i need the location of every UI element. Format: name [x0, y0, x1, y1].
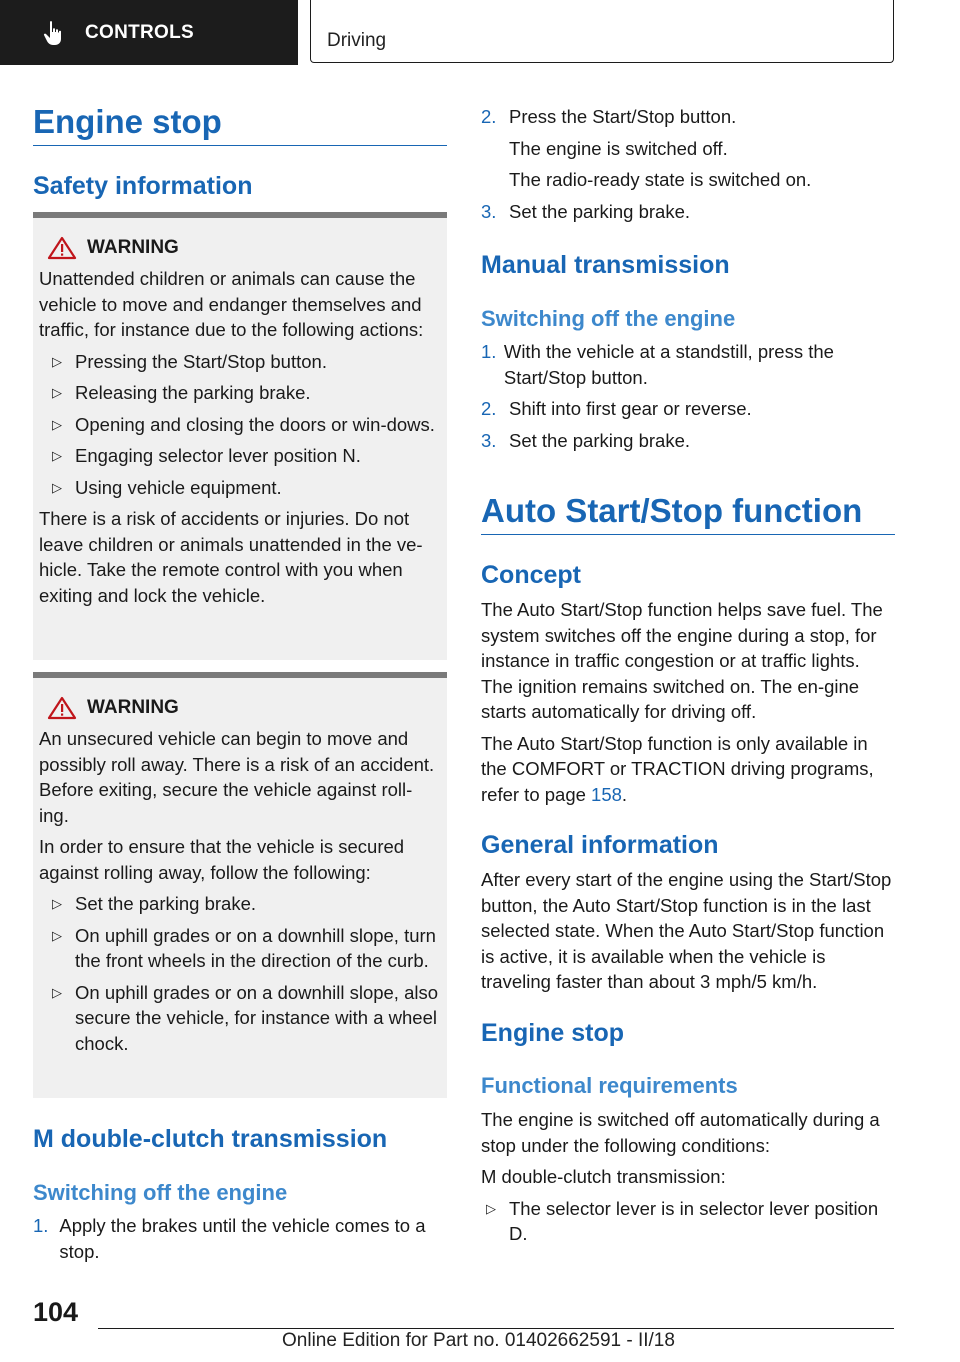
warning-label-2: WARNING [87, 697, 179, 718]
manual-subheading: Switching off the engine [481, 306, 736, 331]
section-tab [0, 0, 298, 65]
footer-edition: Online Edition for Part no. 01402662591 - II/18 [282, 1330, 675, 1351]
page-number: 104 [33, 1297, 79, 1327]
hand-pointer-icon [40, 19, 68, 47]
warning-title-1 [47, 236, 441, 260]
warning-bullet: ▷ Releasing the parking brake. [39, 380, 441, 406]
engine-stop-heading: Engine stop [481, 1019, 625, 1047]
step-item: 3. Set the parking brake. [481, 200, 690, 222]
page-link[interactable]: 158 [591, 783, 622, 805]
func-paragraph-1: The engine is switched off automatically during a stop under the following conditions: [481, 1109, 880, 1156]
triangle-bullet-icon: ▷ [52, 448, 62, 463]
warning-bullet: ▷ On uphill grades or on a downhill slope, also secure the vehicle, for instance with a wheel chock. [39, 980, 441, 1057]
warning-title-2 [47, 696, 441, 720]
triangle-bullet-icon: ▷ [52, 353, 62, 369]
warning-bullet: ▷ Engaging selector lever position N. [39, 443, 441, 469]
engine-stop-title [33, 103, 447, 146]
warning-box-1 [33, 212, 447, 660]
warning-outro-1: There is a risk of accidents or injuries. Do not leave children or animals unattended in the ve‐hicle. Take the remote control with you when exiting and lock the vehicle. [39, 508, 423, 606]
warning-bullet: ▷ Pressing the Start/Stop button. [39, 349, 441, 375]
step-item: 2. Shift into first gear or reverse. [481, 398, 752, 419]
manual-steps [481, 339, 895, 453]
step-item: 1. With the vehicle at a standstill, press the Start/Stop button. [481, 341, 834, 388]
warning-intro-2: An unsecured vehicle can begin to move and possibly roll away. There is a risk of an accident. Before exiting, secure the vehicle against roll‐ing. [39, 728, 435, 826]
func-paragraph-2: M double-clutch transmission: [481, 1166, 726, 1187]
concept-body [481, 597, 895, 807]
triangle-bullet-icon: ▷ [52, 927, 62, 943]
general-heading: General information [481, 831, 719, 859]
warning-bullet: ▷ Opening and closing the doors or win‐dows. [39, 412, 441, 438]
step-item: 3. Set the parking brake. [481, 429, 690, 451]
warning-icon [47, 236, 77, 260]
step-item: 2. Press the Start/Stop button. The engine is switched off. The radio-ready state is switched on. [481, 106, 812, 190]
breadcrumb-label: Driving [327, 30, 387, 51]
warning-bullet: ▷ On uphill grades or on a downhill slope, turn the front wheels in the direction of the curb. [39, 923, 441, 974]
triangle-bullet-icon: ▷ [486, 1200, 496, 1216]
section-label: CONTROLS [85, 21, 195, 43]
right-column [481, 104, 895, 224]
safety-heading: Safety information [33, 172, 253, 200]
warning-intro-1: Unattended children or animals can cause the vehicle to move and endanger themselves and traffic, for instance due to the following actions: [39, 268, 424, 340]
func-bullet: ▷ The selector lever is in selector lever position D. [481, 1196, 895, 1247]
warning-box-2 [33, 672, 447, 1098]
warning-bullet: ▷ Set the parking brake. [39, 891, 441, 917]
breadcrumb [310, 0, 894, 63]
concept-paragraph-1: The Auto Start/Stop function helps save fuel. The system switches off the engine during a stop, for instance in traffic congestion or at traffic lights. The ignition remains switched on. The en‐gine starts automatically for driving off. [481, 599, 883, 722]
step-item: 1. Apply the brakes until the vehicle comes to a stop. [33, 1215, 426, 1262]
warning-icon [47, 696, 77, 720]
triangle-bullet-icon: ▷ [52, 416, 62, 432]
general-body [481, 867, 895, 995]
general-paragraph: After every start of the engine using the Start/Stop button, the Auto Start/Stop function is in the last selected state. When the Auto Start/Stop function is active, it is available when the vehicle is traveling faster than about 3 mph/5 km/h. [481, 869, 892, 992]
auto-title-block [481, 492, 895, 535]
concept-paragraph-2: The Auto Start/Stop function is only available in the COMFORT or TRACTION driving programs, refer to page 158. [481, 732, 874, 805]
manual-heading: Manual transmission [481, 251, 730, 279]
mdct-heading: M double-clutch transmission [33, 1125, 388, 1153]
auto-title: Auto Start/Stop function [481, 492, 895, 535]
page-title: Engine stop [33, 103, 447, 146]
mdct-subheading: Switching off the engine [33, 1180, 288, 1205]
warning-intro-2b: In order to ensure that the vehicle is secured against rolling away, follow the following: [39, 836, 405, 883]
concept-heading: Concept [481, 561, 581, 589]
triangle-bullet-icon: ▷ [52, 385, 62, 400]
triangle-bullet-icon: ▷ [52, 479, 62, 495]
func-subheading: Functional requirements [481, 1073, 738, 1098]
warning-bullet: ▷ Using vehicle equipment. [39, 475, 441, 501]
func-body [481, 1107, 895, 1247]
triangle-bullet-icon: ▷ [52, 984, 62, 1000]
footer-rule [98, 1328, 894, 1329]
triangle-bullet-icon: ▷ [52, 896, 62, 911]
warning-label-1: WARNING [87, 237, 179, 258]
